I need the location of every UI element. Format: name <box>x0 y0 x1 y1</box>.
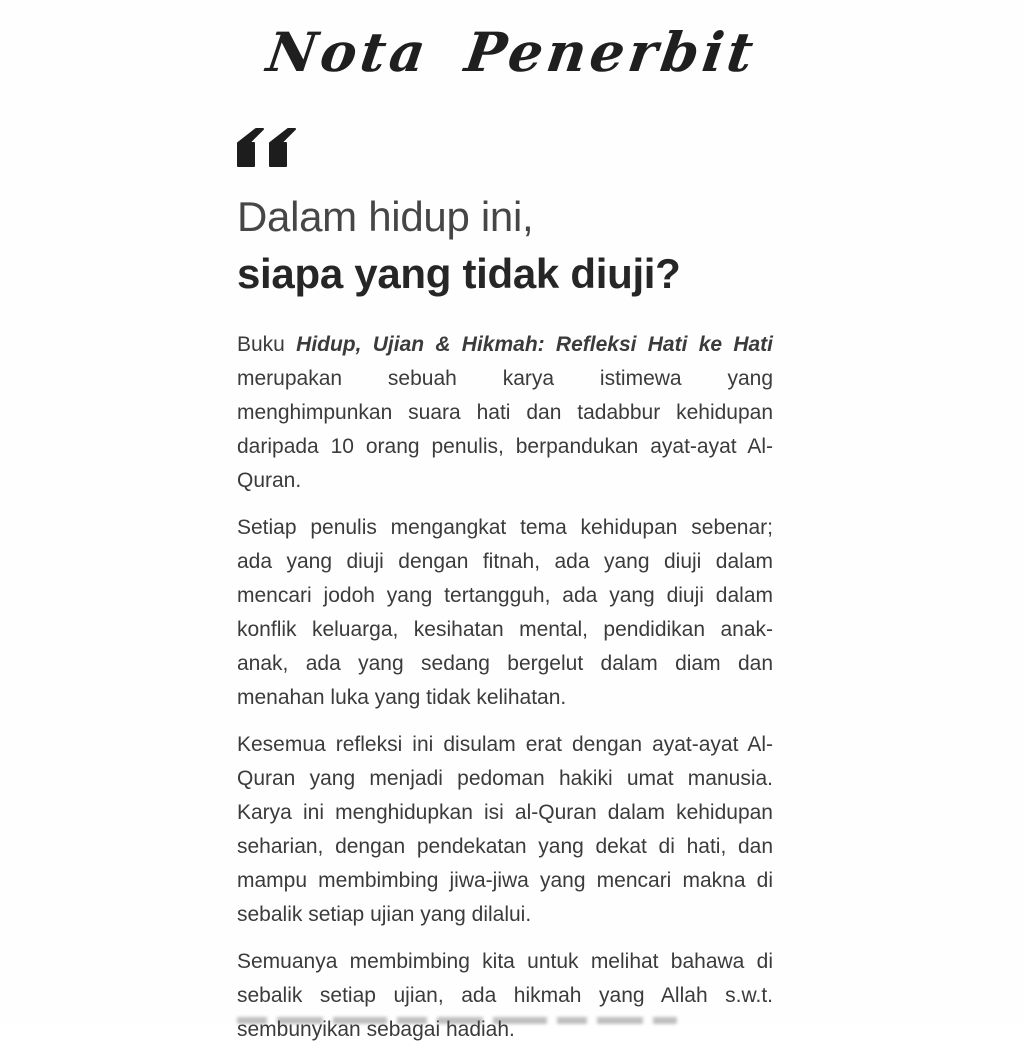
opening-double-quote-icon <box>237 128 299 168</box>
paragraph-themes: Setiap penulis mengangkat tema kehidupan sebenar; ada yang diuji dengan fitnah, ada yang diuji dalam mencari jodoh yang tertangguh, ada yang diuji dalam konflik keluarga, kesihatan mental, pendidikan anak-anak, ada yang sedang bergelut dalam diam dan menahan luka yang tidak kelihatan. <box>237 516 773 709</box>
bottom-cutoff-text-line <box>237 1017 677 1024</box>
heading-line-1: Dalam hidup ini, <box>237 193 534 240</box>
paragraph-book-intro <box>237 328 773 498</box>
paragraph-closing: Semuanya membimbing kita untuk melihat bahawa di sebalik setiap ujian, ada hikmah yang Allah s.w.t. sembunyikan sebagai hadiah. <box>237 950 773 1041</box>
text-column <box>237 0 773 1060</box>
body-text <box>237 328 773 1047</box>
book-title: Hidup, Ujian & Hikmah: Refleksi Hati ke Hati <box>296 333 774 356</box>
intro-rest: merupakan sebuah karya istimewa yang menghimpunkan suara hati dan tadabbur kehidupan daripada 10 orang penulis, berpandukan ayat-ayat Al-Quran. <box>237 367 773 492</box>
paragraph-reflection: Kesemua refleksi ini disulam erat dengan ayat-ayat Al-Quran yang menjadi pedoman hakiki umat manusia. Karya ini menghidupkan isi al-Quran dalam kehidupan seharian, dengan pendekatan yang dekat di hati, dan mampu membimbing jiwa-jiwa yang mencari makna di sebalik setiap ujian yang dilalui. <box>237 733 773 926</box>
page-title: Nota Penerbit <box>263 20 761 84</box>
intro-prefix: Buku <box>237 333 297 356</box>
heading <box>237 188 773 302</box>
heading-line-2: siapa yang tidak diuji? <box>237 250 681 297</box>
